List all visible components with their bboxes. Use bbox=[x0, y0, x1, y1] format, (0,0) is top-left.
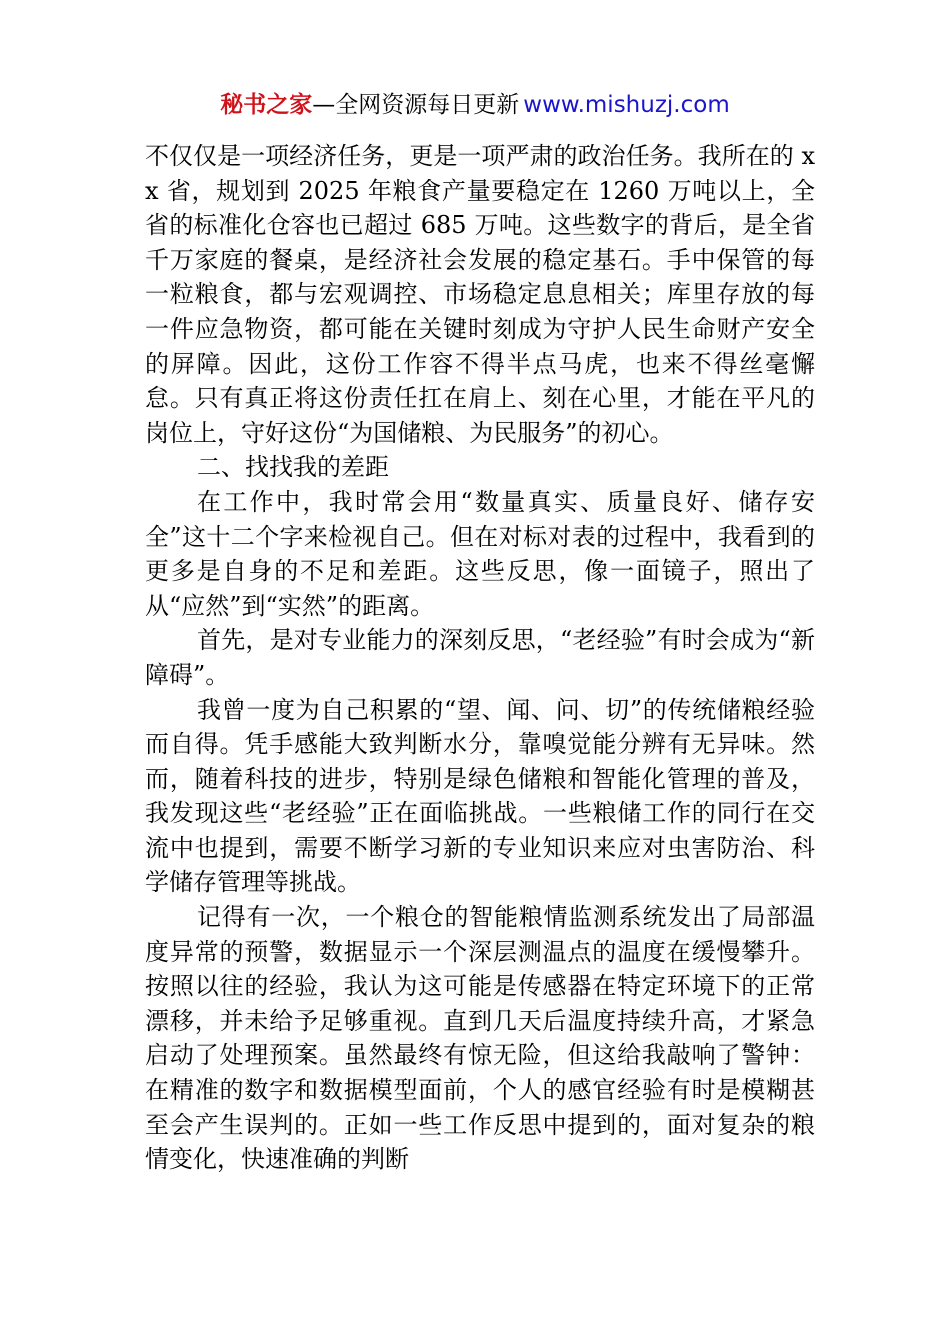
document-body bbox=[145, 139, 815, 1177]
site-url-link[interactable]: www.mishuzj.com bbox=[523, 92, 730, 118]
paragraph-continued: 不仅仅是一项经济任务，更是一项严肃的政治任务。我所在的 xx 省，规划到 2025 年粮食产量要稳定在 1260 万吨以上，全省的标准化仓容也已超过 685 万吨。这些数字的背后，是全省千万家庭的餐桌，是经济社会发展的稳定基石。手中保管的每一粒粮食，都与宏观调控、市场稳定息息相关；库里存放的每一件应急物资，都可能在关键时刻成为守护人民生命财产安全的屏障。因此，这份工作容不得半点马虎，也来不得丝毫懈怠。只有真正将这份责任扛在肩上、刻在心里，才能在平凡的岗位上，守好这份“为国储粮、为民服务”的初心。 bbox=[145, 142, 815, 447]
site-header bbox=[0, 88, 950, 122]
paragraph: 记得有一次，一个粮仓的智能粮情监测系统发出了局部温度异常的预警，数据显示一个深层测温点的温度在缓慢攀升。按照以往的经验，我认为这可能是传感器在特定环境下的正常漂移，并未给予足够重视。直到几天后温度持续升高，才紧急启动了处理预案。虽然最终有惊无险，但这给我敲响了警钟：在精准的数字和数据模型面前，个人的感官经验有时是模糊甚至会产生误判的。正如一些工作反思中提到的，面对复杂的粮情变化，快速准确的判断 bbox=[145, 903, 815, 1174]
paragraph: 我曾一度为自己积累的“望、闻、问、切”的传统储粮经验而自得。凭手感能大致判断水分，靠嗅觉能分辨有无异味。然而，随着科技的进步，特别是绿色储粮和智能化管理的普及，我发现这些“老经验”正在面临挑战。一些粮储工作的同行在交流中也提到，需要不断学习新的专业知识来应对虫害防治、科学储存管理等挑战。 bbox=[145, 695, 815, 897]
paragraph: 首先，是对专业能力的深刻反思，“老经验”有时会成为“新障碍”。 bbox=[145, 626, 815, 689]
site-slogan: —全网资源每日更新 bbox=[312, 92, 520, 118]
section-heading: 二、找找我的差距 bbox=[197, 453, 389, 482]
paragraph: 在工作中，我时常会用“数量真实、质量良好、储存安全”这十二个字来检视自己。但在对标对表的过程中，我看到的更多是自身的不足和差距。这些反思，像一面镜子，照出了从“应然”到“实然”的距离。 bbox=[145, 487, 815, 620]
site-name: 秘书之家 bbox=[220, 92, 313, 118]
